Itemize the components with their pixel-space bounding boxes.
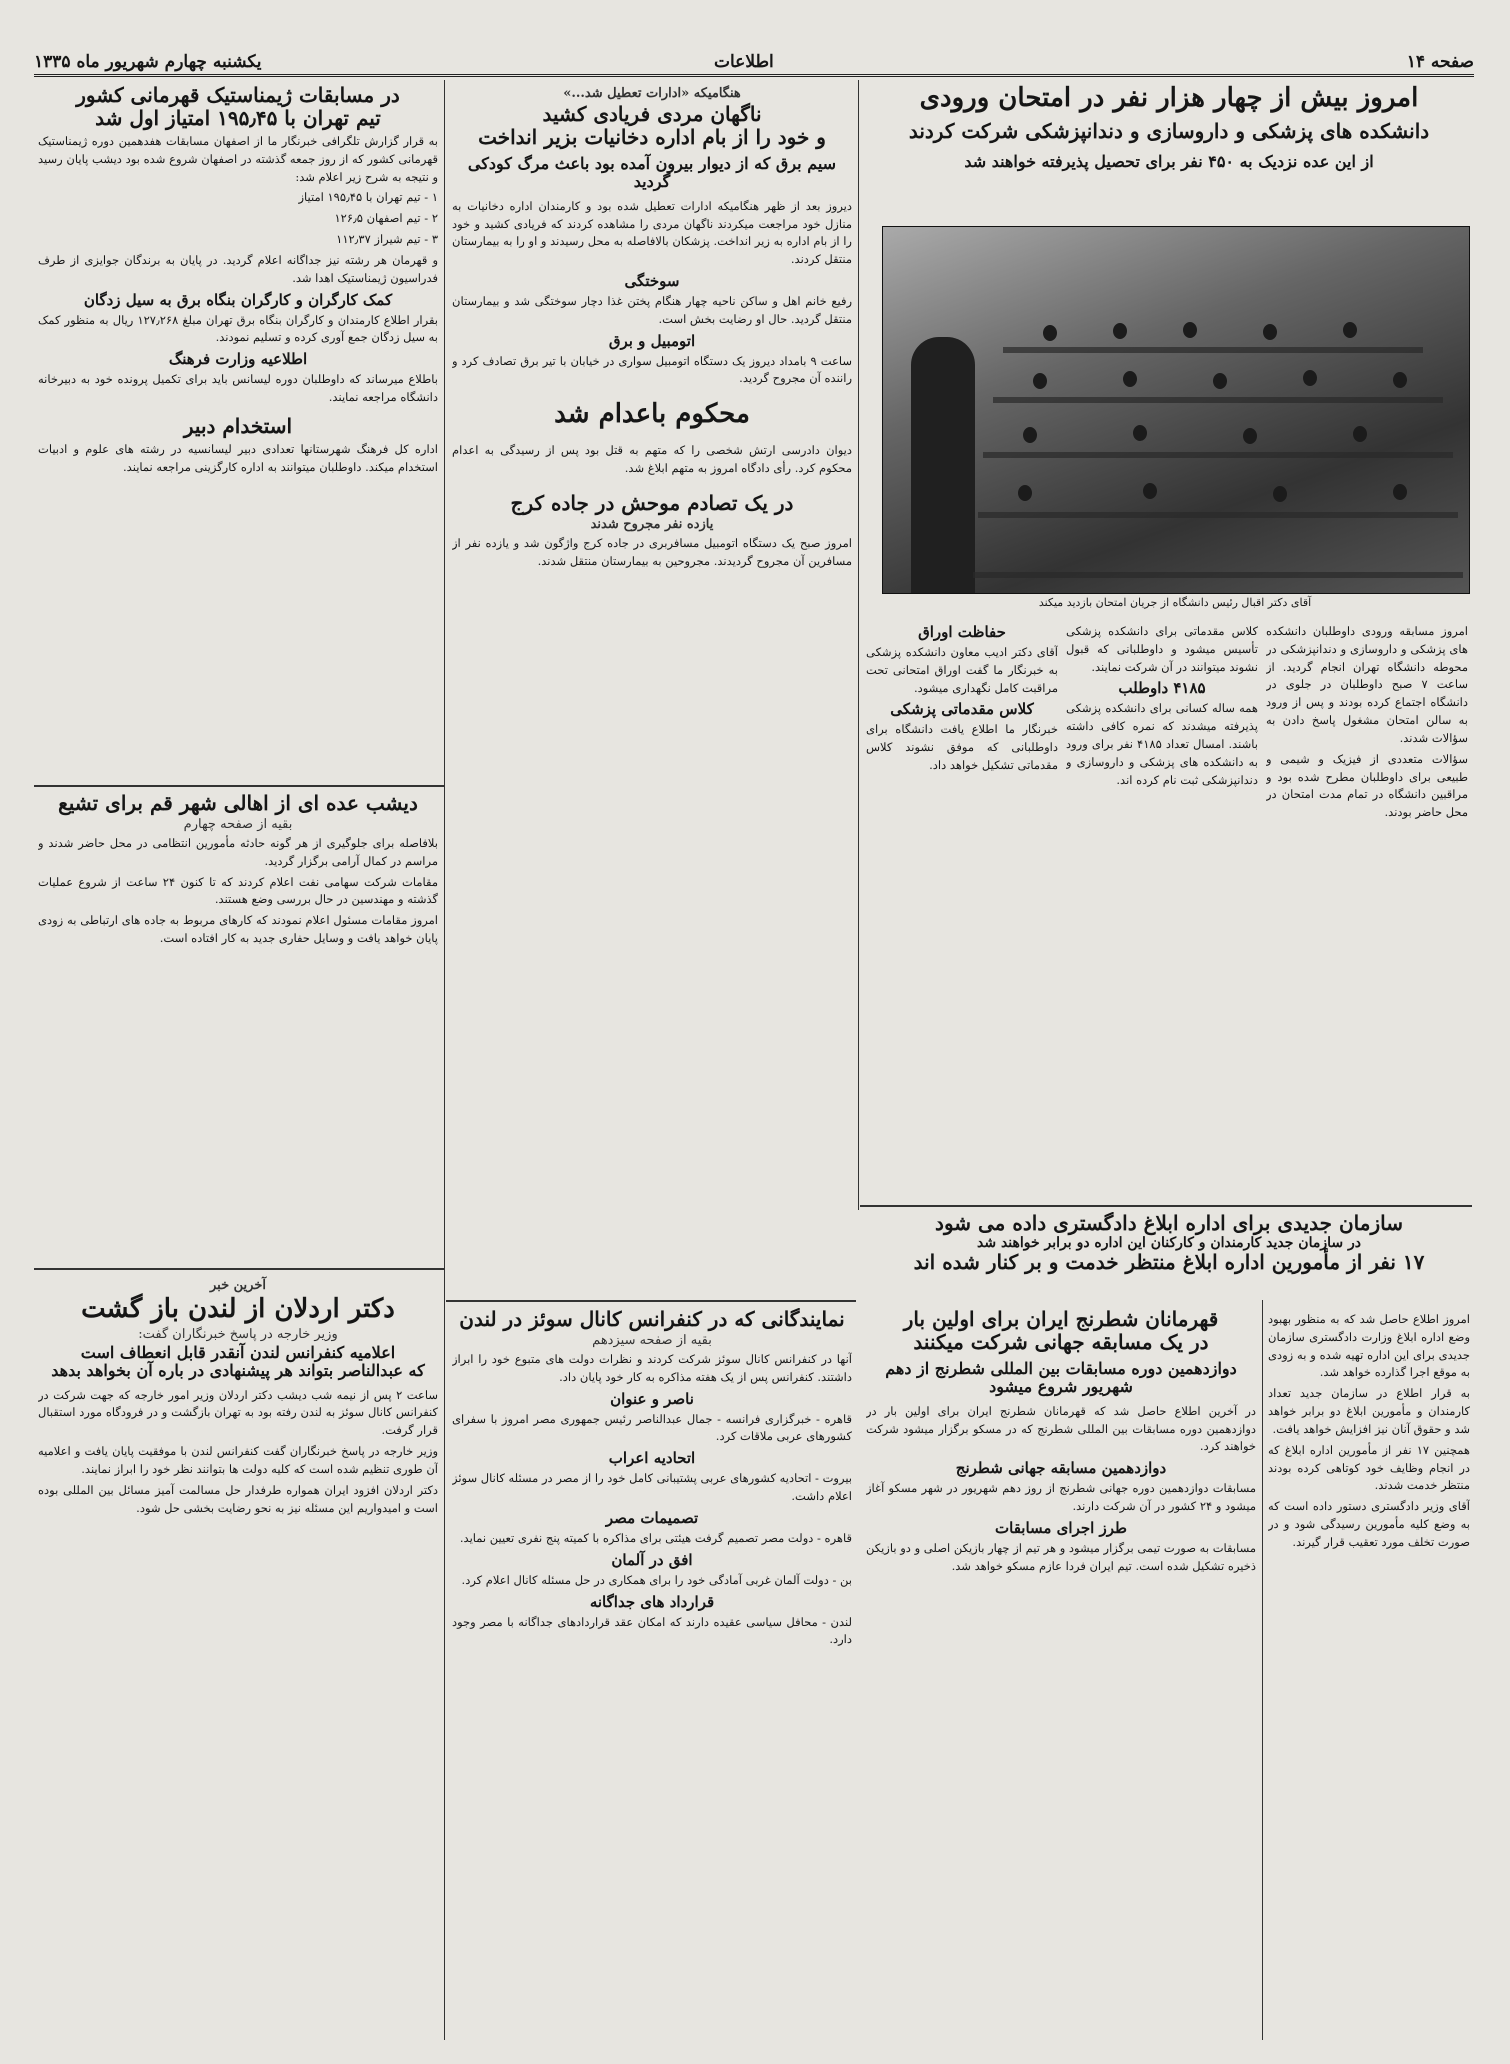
qom-story: [38, 792, 438, 1262]
ardalan-paragraph: ساعت ۲ پس از نیمه شب دیشب دکتر اردلان وزیر امور خارجه که جهت شرکت در کنفرانس کانال سوئز به لندن رفته بود به تهران بازگشت و در فرودگاه مورد استقبال قرار گرفت.: [38, 1387, 438, 1438]
gym-title-2: تیم تهران با ۱۹۵٫۴۵ امتیاز اول شد: [95, 106, 381, 130]
ardalan-story: [38, 1276, 438, 2040]
exam-paragraph: آقای دکتر ادیب معاون دانشکده پزشکی به خبرنگار ما گفت اوراق امتحانی تحت مراقبت کامل نگهداری میشود.: [866, 645, 1058, 695]
help-paragraph: بقرار اطلاع کارمندان و کارگران بنگاه برق تهران مبلغ ۱۲۷٫۲۶۸ ریال به منظور کمک به سیل زدگان جمع آوری کرده و تسلیم نمودند.: [38, 312, 438, 345]
accident-subtitle: سیم برق که از دیوار بیرون آمده بود باعث مرگ کودکی گردید: [467, 154, 837, 192]
justice-title-2: در سازمان جدید کارمندان و کارکنان این اداره دو برابر خواهند شد: [977, 1235, 1361, 1251]
column-rule: [858, 80, 859, 1210]
qom-paragraph: بلافاصله برای جلوگیری از هر گونه حادثه مأمورین انتظامی در محل حاضر شدند و مراسم در کمال آرامی برگزار گردید.: [38, 836, 438, 868]
crash-subtitle: یازده نفر مجروح شدند: [590, 516, 714, 532]
gym-title: در مسابقات ژیمناستیک قهرمانی کشور: [76, 84, 400, 107]
qom-paragraph: مقامات شرکت سهامی نفت اعلام کردند که تا کنون ۲۴ ساعت از شروع عملیات گذشته و مهندسین در حال بررسی وضع هستند.: [38, 874, 438, 907]
masthead-page-number: صفحه ۱۴: [1406, 52, 1474, 72]
news-section-heading: سوختگی: [624, 272, 680, 291]
exam-column-1: [1266, 620, 1468, 1200]
crash-headline: در یک تصادم موحش در جاده کرج: [510, 490, 794, 515]
chess-title: قهرمانان شطرنج ایران برای اولین بار: [903, 1308, 1219, 1331]
accident-kicker: هنگامیکه «ادارات تعطیل شد...»: [563, 86, 741, 101]
gym-paragraph: به قرار گزارش تلگرافی خبرنگار ما از اصفهان مسابقات هفدهمین دوره ژیمناستیک قهرمانی کشور که از روز جمعه گذشته در اصفهان شروع شده بود دیشب پایان رسید و نتیجه به شرح زیر اعلام شد:: [38, 134, 438, 184]
ardalan-title: دکتر اردلان از لندن باز گشت: [81, 1294, 395, 1324]
canal-paragraph: بن - دولت آلمان غربی آمادگی خود را برای همکاری در حل مسئله کانال اعلام کرد.: [461, 1572, 852, 1587]
qom-continuation: بقیه از صفحه چهارم: [183, 817, 293, 832]
exam-paragraph: امروز مسابقه ورودی داوطلبان دانشکده های پزشکی و داروسازی و دندانپزشکی در محوطه دانشگاه تهران انجام گردید. از ساعت ۷ صبح داوطلبان در جلوی در دانشگاه اجتماع کرده بودند و پس از ورود به سالن امتحان مشغول پاسخ دادن به سؤالات شدند.: [1266, 624, 1468, 745]
gymnastics-story: [38, 84, 438, 780]
verdict-headline: محکوم باعدام شد: [554, 399, 750, 430]
news-paragraph: دیوان دادرسی ارتش شخصی را که متهم به قتل بود پس از رسیدگی به اعدام محکوم کرد. رأی دادگاه امروز به متهم ابلاغ شد.: [452, 443, 852, 475]
ardalan-kicker: آخرین خبر: [210, 1278, 266, 1293]
chess-title-2: در یک مسابقه جهانی شرکت میکنند: [913, 1330, 1209, 1354]
exam-title: امروز بیش از چهار هزار نفر در امتحان ورودی: [919, 84, 1419, 113]
canal-paragraph: قاهره - دولت مصر تصمیم گرفت هیئتی برای مذاکره با کمیته پنج نفری تعیین نماید.: [459, 1530, 852, 1545]
help-heading: کمک کارگران و کارگران بنگاه برق به سیل زدگان: [83, 290, 393, 309]
accident-title-2: و خود را از بام اداره دخانیات بزیر انداخت: [478, 125, 826, 149]
chess-subtitle: دوازدهمین دوره مسابقات بین المللی شطرنج از دهم شهریور شروع میشود: [885, 1359, 1237, 1397]
chess-section-heading: دوازدهمین مسابقه جهانی شطرنج: [955, 1459, 1167, 1478]
news-column-middle: [452, 84, 852, 1294]
canal-title: نمایندگانی که در کنفرانس کانال سوئز در لندن: [459, 1308, 845, 1331]
justice-paragraph: امروز اطلاع حاصل شد که به منظور بهبود وضع اداره ابلاغ وزارت دادگستری سازمان جدیدی برای این اداره تهیه شده و به زودی به موقع اجرا گذارده خواهد شد.: [1268, 1312, 1470, 1380]
gym-result: ۱ - تیم تهران با ۱۹۵٫۴۵ امتیاز: [298, 190, 438, 205]
exam-title-2: دانشکده های پزشکی و داروسازی و دندانپزشکی شرکت کردند: [908, 118, 1430, 143]
news-section-heading: اتومبیل و برق: [608, 331, 696, 350]
justice-story: [1268, 1308, 1470, 2040]
culture-paragraph: باطلاع میرساند که داوطلبان دوره لیسانس باید برای تکمیل پرونده خود به دبیرخانه دانشگاه مراجعه نمایند.: [38, 372, 438, 404]
justice-paragraph: به قرار اطلاع در سازمان جدید تعداد کارمندان و مأمورین ابلاغ دو برابر خواهد شد و حقوق آنان نیز افزایش خواهد یافت.: [1268, 1386, 1470, 1436]
exam-section-heading: کلاس مقدماتی پزشکی: [890, 700, 1034, 719]
exam-paragraph: سؤالات متعددی از فیزیک و شیمی و طبیعی برای داوطلبان مطرح شده بود و مراقبین دانشگاه در تمام مدت امتحان در محل حاضر بودند.: [1266, 751, 1468, 820]
qom-paragraph: امروز مقامات مسئول اعلام نمودند که کارهای مربوط به جاده های ارتباطی به زودی پایان خواهد یافت و وسایل حفاری جدید به کار افتاده است.: [38, 913, 438, 946]
masthead: [34, 50, 1474, 77]
accident-title: ناگهان مردی فریادی کشید: [542, 102, 762, 126]
chess-story: [866, 1308, 1256, 2040]
ardalan-subtitle: وزیر خارجه در پاسخ خبرنگاران گفت:: [138, 1326, 338, 1342]
masthead-paper: اطلاعات: [714, 52, 774, 72]
ardalan-subtitle-2: اعلامیه کنفرانس لندن آنقدر قابل انعطاف است: [80, 1342, 396, 1362]
hire-paragraph: اداره کل فرهنگ شهرستانها تعدادی دبیر لیسانسیه در رشته های علوم و ادبیات استخدام میکند. داوطلبان میتوانند به اداره کارگزینی مراجعه نمایند.: [38, 441, 438, 474]
canal-paragraph: بیروت - اتحادیه کشورهای عربی پشتیبانی کامل خود را از مصر در مسئله کانال سوئز اعلام داشت.: [452, 1471, 852, 1504]
masthead-date: یکشنبه چهارم شهریور ماه ۱۳۳۵: [34, 52, 262, 72]
lecturer-figure: [911, 337, 975, 593]
canal-section-heading: تصمیمات مصر: [605, 1508, 699, 1527]
exam-paragraph: کلاس مقدماتی برای دانشکده پزشکی تأسیس میشود و داوطلبانی که قبول نشوند میتوانند در آن شرکت نمایند.: [1066, 624, 1258, 674]
canal-paragraph: لندن - محافل سیاسی عقیده دارند که امکان عقد قراردادهای جداگانه با مصر وجود دارد.: [452, 1614, 852, 1647]
exam-photo: [882, 226, 1470, 594]
news-paragraph: رفیع خانم اهل و ساکن ناحیه چهار هنگام پختن غذا دچار سوختگی شد و بیمارستان منتقل گردید. حال او رضایت بخش است.: [452, 294, 852, 326]
section-rule: [34, 1268, 444, 1270]
ardalan-paragraph: دکتر اردلان افزود ایران همواره طرفدار حل مسالمت آمیز مسائل بین المللی بوده است و امیدواریم این مسئله نیز به نحو رضایت بخشی حل شود.: [38, 1482, 438, 1515]
exam-section-heading: ۴۱۸۵ داوطلب: [1118, 679, 1206, 698]
justice-title: سازمان جدیدی برای اداره ابلاغ دادگستری داده می شود: [935, 1212, 1403, 1235]
justice-title-3: ۱۷ نفر از مأمورین اداره ابلاغ منتظر خدمت و بر کنار شده اند: [913, 1250, 1425, 1275]
gym-result: ۳ - تیم شیراز ۱۱۲٫۳۷: [336, 232, 438, 247]
qom-title: دیشب عده ای از اهالی شهر قم برای تشیع: [58, 792, 418, 815]
hire-heading: استخدام دبیر: [183, 413, 293, 438]
exam-paragraph: همه ساله کسانی برای دانشکده پزشکی پذیرفته میشدند که نمره کافی داشته باشند. امسال تعداد ۴۱۸۵ نفر برای ورود به دانشکده های پزشکی و داروسازی و دندانپزشکی ثبت نام کرده اند.: [1066, 701, 1258, 787]
section-rule: [446, 1300, 856, 1302]
justice-paragraph: آقای وزیر دادگستری دستور داده است که به وضع کلیه مأمورین رسیدگی شود و در صورت تخلف مورد تعقیب قرار گیرند.: [1268, 1499, 1470, 1549]
canal-story: [452, 1308, 852, 2040]
section-rule: [860, 1205, 1472, 1207]
exam-photo-caption: آقای دکتر اقبال رئیس دانشگاه از جریان امتحان بازدید میکند: [1038, 596, 1312, 609]
exam-section-heading: حفاظت اوراق: [918, 623, 1006, 641]
chess-paragraph: مسابقات به صورت تیمی برگزار میشود و هر تیم از چهار بازیکن اصلی و دو بازیکن ذخیره تشکیل شده است. تیم ایران فردا عازم مسکو خواهد شد.: [866, 1540, 1256, 1573]
canal-section-heading: قرارداد های جداگانه: [589, 1592, 715, 1611]
news-paragraph: ساعت ۹ بامداد دیروز یک دستگاه اتومبیل سواری در خیابان با تیر برق تصادف کرد و راننده آن مجروح گردید.: [452, 353, 852, 386]
justice-paragraph: همچنین ۱۷ نفر از مأمورین اداره ابلاغ که در انجام وظایف خود کوتاهی کرده بودند منتظر خدمت شدند.: [1268, 1442, 1470, 1493]
exam-column-3: [866, 620, 1058, 1200]
column-rule: [1262, 1300, 1263, 2040]
section-rule: [34, 785, 444, 787]
canal-section-heading: اتحادیه اعراب: [608, 1449, 696, 1468]
canal-section-heading: ناصر و عنوان: [610, 1389, 694, 1408]
chess-paragraph: در آخرین اطلاع حاصل شد که قهرمانان شطرنج ایران برای اولین بار در دوازدهمین دوره مسابقات بین المللی شطرنج که در مسکو برگزار میشود شرکت خواهند کرد.: [866, 1403, 1256, 1454]
news-paragraph: امروز صبح یک دستگاه اتومبیل مسافربری در جاده کرج واژگون شد و یازده نفر از مسافرین آن مجروح گردیدند. مجروحین به بیمارستان منتقل شدند.: [452, 535, 852, 568]
canal-paragraph: آنها در کنفرانس کانال سوئز شرکت کردند و نظرات دولت های متبوع خود را ابراز داشتند. کنفرانس پس از یک هفته مذاکره به کار خود پایان داد.: [452, 1352, 852, 1384]
gym-result: ۲ - تیم اصفهان ۱۲۶٫۵: [334, 211, 438, 226]
exam-subtitle: از این عده نزدیک به ۴۵۰ نفر برای تحصیل پذیرفته خواهند شد: [964, 151, 1374, 171]
gym-paragraph: و قهرمان هر رشته نیز جداگانه اعلام گردید. در پایان به برندگان جوایزی از طرف فدراسیون ژیمناستیک اهدا شد.: [38, 252, 438, 285]
exam-paragraph: خبرنگار ما اطلاع یافت دانشگاه برای داوطلبانی که موفق نشوند کلاس مقدماتی تشکیل خواهد داد.: [866, 722, 1058, 773]
chess-paragraph: مسابقات دوازدهمین دوره جهانی شطرنج از روز دهم شهریور در شهر مسکو آغاز میشود و ۲۴ کشور در آن شرکت دارند.: [866, 1481, 1256, 1514]
exam-column-2: [1066, 620, 1258, 1200]
exam-headline-block: [866, 84, 1472, 224]
culture-heading: اطلاعیه وزارت فرهنگ: [168, 350, 308, 369]
canal-section-heading: افق در آلمان: [611, 1550, 693, 1569]
canal-paragraph: قاهره - خبرگزاری فرانسه - جمال عبدالناصر رئیس جمهوری مصر امروز با سفرای کشورهای عربی ملاقات کرد.: [452, 1411, 852, 1444]
ardalan-subtitle-3: که عبدالناصر بتواند هر پیشنهادی در باره آن بخواهد بدهد: [51, 1361, 425, 1381]
news-paragraph: دیروز بعد از ظهر هنگامیکه ادارات تعطیل شده بود و کارمندان اداره دخانیات به منازل خود مراجعت میکردند ناگهان مردی را مشاهده کردند که فریادی کشید و خود را از بام اداره به زیر انداخت. پزشکان بالافاصله به محل رسیدند و او را به بیمارستان منتقل کردند.: [452, 198, 852, 267]
ardalan-paragraph: وزیر خارجه در پاسخ خبرنگاران گفت کنفرانس لندن با موفقیت پایان یافت و اعلامیه آن طوری تنظیم شده است که کلیه دولت ها بتوانند نظر خود را ابراز نمایند.: [38, 1444, 438, 1476]
column-rule: [444, 80, 445, 2040]
justice-headline-block: [866, 1212, 1472, 1296]
canal-continuation: بقیه از صفحه سیزدهم: [592, 1333, 712, 1348]
chess-section-heading: طرز اجرای مسابقات: [995, 1518, 1127, 1537]
